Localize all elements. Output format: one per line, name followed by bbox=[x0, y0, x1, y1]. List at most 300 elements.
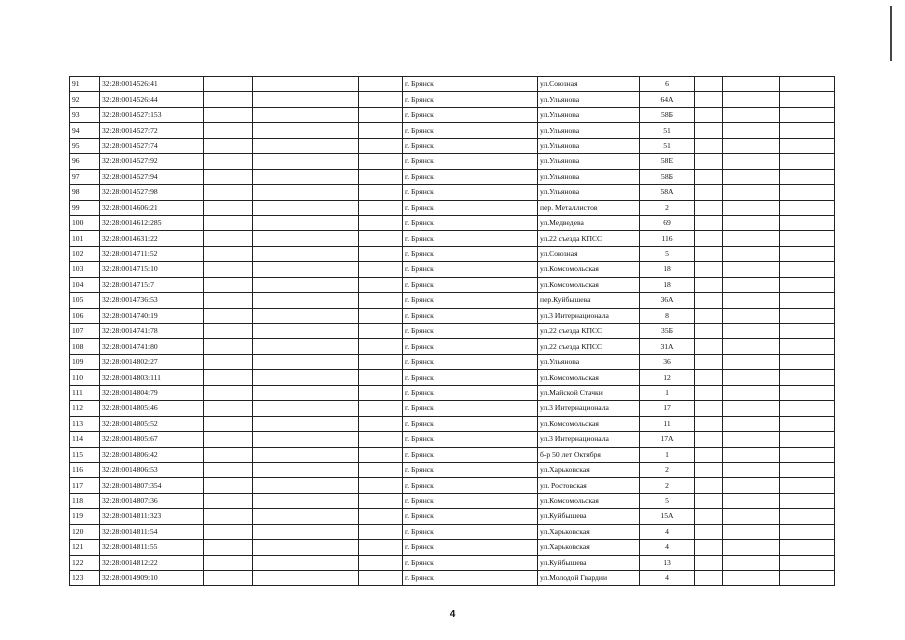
street-cell: ул.22 съезда КПСС bbox=[538, 339, 640, 354]
cadastral-number-cell: 32:28:0014527:94 bbox=[100, 169, 204, 184]
row-number-cell: 120 bbox=[70, 524, 100, 539]
empty-cell bbox=[723, 555, 780, 570]
cadastral-number-cell: 32:28:0014804:79 bbox=[100, 385, 204, 400]
cadastral-number-cell: 32:28:0014527:72 bbox=[100, 123, 204, 138]
empty-cell bbox=[723, 138, 780, 153]
city-cell: г. Брянск bbox=[403, 385, 538, 400]
street-cell: ул.Куйбышева bbox=[538, 509, 640, 524]
empty-cell bbox=[204, 324, 253, 339]
street-cell: ул. Ростовская bbox=[538, 478, 640, 493]
empty-cell bbox=[253, 571, 359, 586]
empty-cell bbox=[695, 385, 723, 400]
empty-cell bbox=[780, 447, 835, 462]
empty-cell bbox=[253, 77, 359, 92]
empty-cell bbox=[253, 385, 359, 400]
empty-cell bbox=[723, 571, 780, 586]
table-row bbox=[70, 138, 835, 153]
empty-cell bbox=[204, 231, 253, 246]
empty-cell bbox=[359, 401, 403, 416]
empty-cell bbox=[204, 277, 253, 292]
empty-cell bbox=[723, 200, 780, 215]
cadastral-number-cell: 32:28:0014612:285 bbox=[100, 215, 204, 230]
city-cell: г. Брянск bbox=[403, 107, 538, 122]
row-number-cell: 93 bbox=[70, 107, 100, 122]
empty-cell bbox=[695, 308, 723, 323]
empty-cell bbox=[204, 385, 253, 400]
empty-cell bbox=[780, 401, 835, 416]
cadastral-number-cell: 32:28:0014526:44 bbox=[100, 92, 204, 107]
street-cell: ул.Ульянова bbox=[538, 154, 640, 169]
empty-cell bbox=[359, 185, 403, 200]
city-cell: г. Брянск bbox=[403, 571, 538, 586]
cadastral-number-cell: 32:28:0014807:354 bbox=[100, 478, 204, 493]
row-number-cell: 95 bbox=[70, 138, 100, 153]
empty-cell bbox=[780, 385, 835, 400]
empty-cell bbox=[695, 293, 723, 308]
empty-cell bbox=[204, 107, 253, 122]
empty-cell bbox=[253, 555, 359, 570]
row-number-cell: 105 bbox=[70, 293, 100, 308]
empty-cell bbox=[253, 200, 359, 215]
house-number-cell: 51 bbox=[640, 123, 695, 138]
empty-cell bbox=[780, 185, 835, 200]
city-cell: г. Брянск bbox=[403, 77, 538, 92]
house-number-cell: 51 bbox=[640, 138, 695, 153]
empty-cell bbox=[204, 401, 253, 416]
empty-cell bbox=[723, 215, 780, 230]
empty-cell bbox=[359, 478, 403, 493]
empty-cell bbox=[359, 385, 403, 400]
cadastral-number-cell: 32:28:0014526:41 bbox=[100, 77, 204, 92]
empty-cell bbox=[695, 401, 723, 416]
street-cell: ул.Ульянова bbox=[538, 354, 640, 369]
row-number-cell: 99 bbox=[70, 200, 100, 215]
empty-cell bbox=[780, 478, 835, 493]
table-row bbox=[70, 462, 835, 477]
empty-cell bbox=[253, 324, 359, 339]
empty-cell bbox=[780, 493, 835, 508]
table-row bbox=[70, 493, 835, 508]
empty-cell bbox=[695, 571, 723, 586]
empty-cell bbox=[695, 77, 723, 92]
city-cell: г. Брянск bbox=[403, 324, 538, 339]
row-number-cell: 92 bbox=[70, 92, 100, 107]
empty-cell bbox=[695, 169, 723, 184]
empty-cell bbox=[695, 493, 723, 508]
empty-cell bbox=[780, 246, 835, 261]
house-number-cell: 64А bbox=[640, 92, 695, 107]
cadastral-number-cell: 32:28:0014715:10 bbox=[100, 262, 204, 277]
table-row bbox=[70, 77, 835, 92]
row-number-cell: 106 bbox=[70, 308, 100, 323]
empty-cell bbox=[695, 215, 723, 230]
table-row bbox=[70, 293, 835, 308]
city-cell: г. Брянск bbox=[403, 169, 538, 184]
city-cell: г. Брянск bbox=[403, 401, 538, 416]
empty-cell bbox=[204, 571, 253, 586]
house-number-cell: 4 bbox=[640, 524, 695, 539]
street-cell: ул.Комсомольская bbox=[538, 262, 640, 277]
empty-cell bbox=[780, 370, 835, 385]
row-number-cell: 113 bbox=[70, 416, 100, 431]
city-cell: г. Брянск bbox=[403, 200, 538, 215]
empty-cell bbox=[780, 277, 835, 292]
empty-cell bbox=[723, 293, 780, 308]
empty-cell bbox=[359, 555, 403, 570]
empty-cell bbox=[204, 354, 253, 369]
cadastral-number-cell: 32:28:0014802:27 bbox=[100, 354, 204, 369]
street-cell: ул.22 съезда КПСС bbox=[538, 324, 640, 339]
city-cell: г. Брянск bbox=[403, 524, 538, 539]
table-row bbox=[70, 509, 835, 524]
street-cell: ул.Ульянова bbox=[538, 169, 640, 184]
empty-cell bbox=[780, 416, 835, 431]
empty-cell bbox=[723, 447, 780, 462]
city-cell: г. Брянск bbox=[403, 540, 538, 555]
empty-cell bbox=[695, 354, 723, 369]
row-number-cell: 122 bbox=[70, 555, 100, 570]
empty-cell bbox=[780, 138, 835, 153]
house-number-cell: 2 bbox=[640, 200, 695, 215]
street-cell: ул.Ульянова bbox=[538, 138, 640, 153]
table-row bbox=[70, 571, 835, 586]
empty-cell bbox=[359, 540, 403, 555]
house-number-cell: 2 bbox=[640, 478, 695, 493]
empty-cell bbox=[359, 169, 403, 184]
empty-cell bbox=[204, 478, 253, 493]
empty-cell bbox=[723, 432, 780, 447]
city-cell: г. Брянск bbox=[403, 154, 538, 169]
empty-cell bbox=[695, 370, 723, 385]
house-number-cell: 1 bbox=[640, 385, 695, 400]
empty-cell bbox=[253, 370, 359, 385]
empty-cell bbox=[204, 540, 253, 555]
table-row bbox=[70, 215, 835, 230]
empty-cell bbox=[780, 308, 835, 323]
empty-cell bbox=[780, 540, 835, 555]
house-number-cell: 2 bbox=[640, 462, 695, 477]
house-number-cell: 5 bbox=[640, 493, 695, 508]
cadastral-number-cell: 32:28:0014803:111 bbox=[100, 370, 204, 385]
street-cell: ул.3 Интернационала bbox=[538, 308, 640, 323]
cadastral-number-cell: 32:28:0014741:78 bbox=[100, 324, 204, 339]
empty-cell bbox=[359, 447, 403, 462]
empty-cell bbox=[695, 478, 723, 493]
city-cell: г. Брянск bbox=[403, 308, 538, 323]
table-row bbox=[70, 154, 835, 169]
empty-cell bbox=[359, 524, 403, 539]
empty-cell bbox=[780, 107, 835, 122]
empty-cell bbox=[204, 123, 253, 138]
empty-cell bbox=[204, 154, 253, 169]
empty-cell bbox=[204, 462, 253, 477]
cadastral-number-cell: 32:28:0014527:153 bbox=[100, 107, 204, 122]
row-number-cell: 94 bbox=[70, 123, 100, 138]
cadastral-number-cell: 32:28:0014806:42 bbox=[100, 447, 204, 462]
street-cell: ул.Комсомольская bbox=[538, 416, 640, 431]
house-number-cell: 1 bbox=[640, 447, 695, 462]
empty-cell bbox=[204, 555, 253, 570]
street-cell: пер. Металлистов bbox=[538, 200, 640, 215]
city-cell: г. Брянск bbox=[403, 92, 538, 107]
city-cell: г. Брянск bbox=[403, 277, 538, 292]
empty-cell bbox=[359, 200, 403, 215]
empty-cell bbox=[204, 200, 253, 215]
street-cell: ул.3 Интернационала bbox=[538, 432, 640, 447]
page-number: 4 bbox=[449, 609, 456, 620]
table-row bbox=[70, 107, 835, 122]
table-row bbox=[70, 524, 835, 539]
empty-cell bbox=[204, 308, 253, 323]
street-cell: ул.Майской Стачки bbox=[538, 385, 640, 400]
empty-cell bbox=[359, 77, 403, 92]
row-number-cell: 107 bbox=[70, 324, 100, 339]
street-cell: пер.Куйбышева bbox=[538, 293, 640, 308]
table-row bbox=[70, 354, 835, 369]
house-number-cell: 15А bbox=[640, 509, 695, 524]
empty-cell bbox=[204, 370, 253, 385]
cadastral-number-cell: 32:28:0014805:67 bbox=[100, 432, 204, 447]
empty-cell bbox=[253, 262, 359, 277]
street-cell: ул.Союзная bbox=[538, 246, 640, 261]
row-number-cell: 118 bbox=[70, 493, 100, 508]
empty-cell bbox=[359, 231, 403, 246]
empty-cell bbox=[723, 324, 780, 339]
cadastral-number-cell: 32:28:0014811:54 bbox=[100, 524, 204, 539]
empty-cell bbox=[695, 277, 723, 292]
row-number-cell: 97 bbox=[70, 169, 100, 184]
empty-cell bbox=[253, 462, 359, 477]
empty-cell bbox=[359, 339, 403, 354]
empty-cell bbox=[359, 462, 403, 477]
scan-edge-line bbox=[890, 6, 892, 61]
empty-cell bbox=[695, 540, 723, 555]
cadastral-number-cell: 32:28:0014909:10 bbox=[100, 571, 204, 586]
empty-cell bbox=[723, 169, 780, 184]
cadastral-number-cell: 32:28:0014527:74 bbox=[100, 138, 204, 153]
cadastral-number-cell: 32:28:0014741:80 bbox=[100, 339, 204, 354]
empty-cell bbox=[359, 571, 403, 586]
empty-cell bbox=[695, 432, 723, 447]
street-cell: ул.Комсомольская bbox=[538, 493, 640, 508]
empty-cell bbox=[253, 308, 359, 323]
empty-cell bbox=[204, 185, 253, 200]
empty-cell bbox=[204, 293, 253, 308]
empty-cell bbox=[695, 447, 723, 462]
city-cell: г. Брянск bbox=[403, 123, 538, 138]
house-number-cell: 13 bbox=[640, 555, 695, 570]
row-number-cell: 111 bbox=[70, 385, 100, 400]
empty-cell bbox=[204, 416, 253, 431]
empty-cell bbox=[253, 231, 359, 246]
empty-cell bbox=[359, 308, 403, 323]
empty-cell bbox=[359, 92, 403, 107]
empty-cell bbox=[204, 524, 253, 539]
empty-cell bbox=[780, 200, 835, 215]
empty-cell bbox=[723, 385, 780, 400]
empty-cell bbox=[723, 231, 780, 246]
empty-cell bbox=[204, 432, 253, 447]
empty-cell bbox=[253, 293, 359, 308]
street-cell: ул.Куйбышева bbox=[538, 555, 640, 570]
cadastral-number-cell: 32:28:0014715:7 bbox=[100, 277, 204, 292]
cadastral-number-cell: 32:28:0014711:52 bbox=[100, 246, 204, 261]
empty-cell bbox=[359, 107, 403, 122]
empty-cell bbox=[723, 493, 780, 508]
city-cell: г. Брянск bbox=[403, 447, 538, 462]
empty-cell bbox=[723, 462, 780, 477]
table-row bbox=[70, 416, 835, 431]
empty-cell bbox=[723, 370, 780, 385]
empty-cell bbox=[253, 185, 359, 200]
empty-cell bbox=[695, 200, 723, 215]
city-cell: г. Брянск bbox=[403, 432, 538, 447]
empty-cell bbox=[723, 416, 780, 431]
street-cell: ул.Молодой Гвардии bbox=[538, 571, 640, 586]
empty-cell bbox=[723, 524, 780, 539]
empty-cell bbox=[780, 231, 835, 246]
street-cell: ул.Ульянова bbox=[538, 123, 640, 138]
table-row bbox=[70, 231, 835, 246]
empty-cell bbox=[780, 324, 835, 339]
row-number-cell: 121 bbox=[70, 540, 100, 555]
table-row bbox=[70, 169, 835, 184]
table-row bbox=[70, 262, 835, 277]
house-number-cell: 58Б bbox=[640, 107, 695, 122]
empty-cell bbox=[359, 354, 403, 369]
empty-cell bbox=[204, 262, 253, 277]
empty-cell bbox=[723, 509, 780, 524]
empty-cell bbox=[780, 339, 835, 354]
register-table-body bbox=[70, 77, 835, 586]
empty-cell bbox=[204, 169, 253, 184]
city-cell: г. Брянск bbox=[403, 293, 538, 308]
empty-cell bbox=[359, 432, 403, 447]
empty-cell bbox=[695, 246, 723, 261]
empty-cell bbox=[723, 339, 780, 354]
empty-cell bbox=[204, 246, 253, 261]
house-number-cell: 4 bbox=[640, 540, 695, 555]
house-number-cell: 8 bbox=[640, 308, 695, 323]
table-row bbox=[70, 478, 835, 493]
empty-cell bbox=[359, 293, 403, 308]
street-cell: ул.Ульянова bbox=[538, 185, 640, 200]
empty-cell bbox=[253, 246, 359, 261]
empty-cell bbox=[695, 231, 723, 246]
house-number-cell: 31А bbox=[640, 339, 695, 354]
empty-cell bbox=[695, 262, 723, 277]
empty-cell bbox=[204, 509, 253, 524]
city-cell: г. Брянск bbox=[403, 246, 538, 261]
empty-cell bbox=[253, 524, 359, 539]
table-row bbox=[70, 447, 835, 462]
empty-cell bbox=[253, 92, 359, 107]
empty-cell bbox=[359, 416, 403, 431]
cadastral-number-cell: 32:28:0014805:46 bbox=[100, 401, 204, 416]
city-cell: г. Брянск bbox=[403, 493, 538, 508]
empty-cell bbox=[359, 493, 403, 508]
empty-cell bbox=[359, 246, 403, 261]
empty-cell bbox=[780, 524, 835, 539]
city-cell: г. Брянск bbox=[403, 231, 538, 246]
street-cell: ул.Ульянова bbox=[538, 107, 640, 122]
empty-cell bbox=[695, 555, 723, 570]
city-cell: г. Брянск bbox=[403, 416, 538, 431]
row-number-cell: 108 bbox=[70, 339, 100, 354]
empty-cell bbox=[359, 324, 403, 339]
city-cell: г. Брянск bbox=[403, 462, 538, 477]
city-cell: г. Брянск bbox=[403, 339, 538, 354]
row-number-cell: 96 bbox=[70, 154, 100, 169]
street-cell: ул.Медведева bbox=[538, 215, 640, 230]
empty-cell bbox=[780, 571, 835, 586]
register-table bbox=[69, 76, 835, 586]
house-number-cell: 4 bbox=[640, 571, 695, 586]
empty-cell bbox=[695, 123, 723, 138]
empty-cell bbox=[780, 215, 835, 230]
house-number-cell: 36 bbox=[640, 354, 695, 369]
house-number-cell: 12 bbox=[640, 370, 695, 385]
table-row bbox=[70, 555, 835, 570]
city-cell: г. Брянск bbox=[403, 555, 538, 570]
table-row bbox=[70, 432, 835, 447]
empty-cell bbox=[253, 447, 359, 462]
empty-cell bbox=[253, 138, 359, 153]
row-number-cell: 116 bbox=[70, 462, 100, 477]
street-cell: ул.Ульянова bbox=[538, 92, 640, 107]
cadastral-number-cell: 32:28:0014740:19 bbox=[100, 308, 204, 323]
cadastral-number-cell: 32:28:0014812:22 bbox=[100, 555, 204, 570]
cadastral-number-cell: 32:28:0014527:98 bbox=[100, 185, 204, 200]
row-number-cell: 112 bbox=[70, 401, 100, 416]
city-cell: г. Брянск bbox=[403, 215, 538, 230]
empty-cell bbox=[723, 185, 780, 200]
row-number-cell: 109 bbox=[70, 354, 100, 369]
row-number-cell: 102 bbox=[70, 246, 100, 261]
row-number-cell: 123 bbox=[70, 571, 100, 586]
city-cell: г. Брянск bbox=[403, 138, 538, 153]
house-number-cell: 17А bbox=[640, 432, 695, 447]
city-cell: г. Брянск bbox=[403, 509, 538, 524]
empty-cell bbox=[253, 277, 359, 292]
table-row bbox=[70, 123, 835, 138]
empty-cell bbox=[723, 262, 780, 277]
house-number-cell: 36А bbox=[640, 293, 695, 308]
empty-cell bbox=[695, 524, 723, 539]
empty-cell bbox=[204, 493, 253, 508]
empty-cell bbox=[780, 154, 835, 169]
street-cell: ул.Харьковская bbox=[538, 462, 640, 477]
row-number-cell: 114 bbox=[70, 432, 100, 447]
table-row bbox=[70, 385, 835, 400]
cadastral-number-cell: 32:28:0014736:53 bbox=[100, 293, 204, 308]
empty-cell bbox=[359, 509, 403, 524]
empty-cell bbox=[695, 339, 723, 354]
row-number-cell: 91 bbox=[70, 77, 100, 92]
table-row bbox=[70, 370, 835, 385]
cadastral-number-cell: 32:28:0014527:92 bbox=[100, 154, 204, 169]
empty-cell bbox=[723, 107, 780, 122]
city-cell: г. Брянск bbox=[403, 262, 538, 277]
empty-cell bbox=[359, 215, 403, 230]
empty-cell bbox=[253, 354, 359, 369]
row-number-cell: 119 bbox=[70, 509, 100, 524]
house-number-cell: 58Е bbox=[640, 154, 695, 169]
empty-cell bbox=[723, 154, 780, 169]
city-cell: г. Брянск bbox=[403, 370, 538, 385]
empty-cell bbox=[780, 77, 835, 92]
empty-cell bbox=[204, 138, 253, 153]
